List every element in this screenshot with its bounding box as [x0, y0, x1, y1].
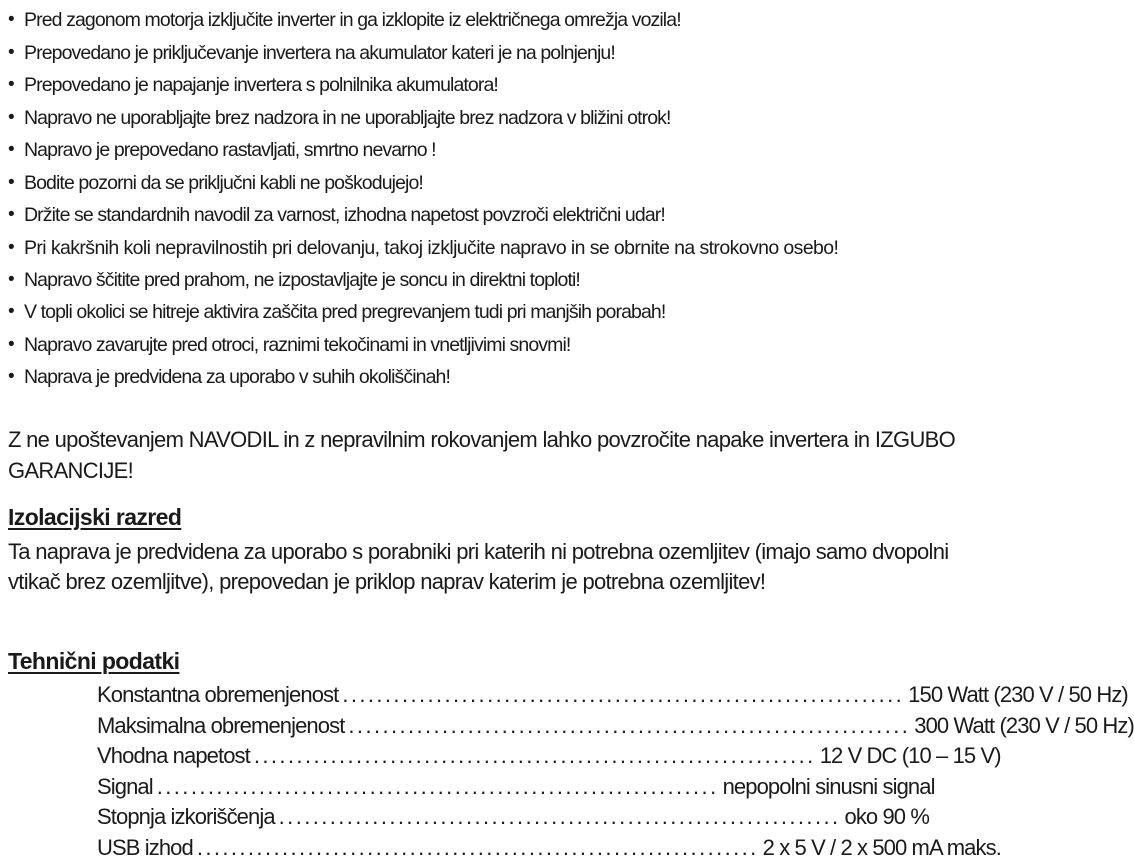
spec-row — [97, 802, 930, 833]
safety-note-text: Bodite pozorni da se priključni kabli ne poškodujejo! — [24, 171, 423, 194]
spec-label: Vhodna napetost — [97, 743, 250, 768]
safety-note — [8, 329, 958, 362]
bullet-icon: • — [8, 204, 14, 225]
safety-note — [8, 296, 958, 329]
leader-dots: .................................................................. — [156, 773, 719, 799]
safety-note — [8, 4, 958, 37]
warning-highlight-warranty: IZGUBO GARANCIJE — [8, 427, 956, 483]
safety-note-text: V topli okolici se hitreje aktivira zaščita pred pregrevanjem tudi pri manjših porabah! — [24, 301, 666, 323]
safety-note — [8, 134, 958, 167]
bullet-icon: • — [8, 301, 14, 322]
safety-note-text: Naprava je predvidena za uporabo v suhih okoliščinah! — [24, 366, 451, 388]
leader-dots: .................................................................. — [196, 834, 759, 860]
safety-note-text: Napravo je prepovedano rastavljati, smrtno nevarno ! — [24, 139, 436, 161]
bullet-icon: • — [8, 139, 14, 160]
safety-note — [8, 232, 958, 264]
safety-note-text: Pri kakršnih koli nepravilnostih pri delovanju, takoj izključite napravo in se obrnite na strokovno osebo! — [24, 236, 839, 259]
spec-value: 300 Watt (230 V / 50 Hz) — [914, 712, 1134, 738]
safety-note — [8, 69, 958, 102]
bullet-icon: • — [8, 268, 14, 290]
technical-data-heading: Tehnični podatki — [8, 648, 180, 674]
safety-note-text: Prepovedano je napajanje invertera s polnilnika akumulatora! — [24, 74, 498, 96]
spec-value: oko 90 % — [844, 804, 930, 829]
safety-note — [8, 167, 958, 200]
warning-highlight-instructions: NAVODIL — [188, 427, 278, 452]
spec-row — [97, 711, 1134, 742]
spec-label: Stopnja izkoriščenja — [97, 804, 275, 829]
leader-dots: .................................................................. — [253, 743, 816, 768]
safety-note — [8, 361, 958, 394]
safety-note-text: Držite se standardnih navodil za varnost, izhodna napetost povzroči električni udar! — [24, 204, 665, 226]
spec-value: 150 Watt (230 V / 50 Hz) — [908, 682, 1128, 707]
safety-note — [8, 264, 958, 297]
warning-text: in z nepravilnim rokovanjem lahko povzročite napake invertera in — [277, 427, 875, 452]
technical-specs-table — [97, 680, 1134, 863]
leader-dots: .................................................................. — [348, 712, 911, 738]
spec-value: 2 x 5 V / 2 x 500 mA maks. — [762, 834, 1001, 860]
safety-note — [8, 199, 958, 232]
bullet-icon: • — [8, 9, 14, 30]
warranty-warning — [8, 424, 956, 486]
warning-text: Z ne upoštevanjem — [8, 427, 189, 452]
spec-label: Konstantna obremenjenost — [97, 682, 339, 707]
bullet-icon: • — [8, 74, 14, 95]
spec-value: 12 V DC (10 – 15 V) — [819, 743, 1001, 768]
isolation-text: Ta naprava je predvidena za uporabo s porabniki pri katerih ni potrebna ozemljitev (imajo samo dvopolni vtikač brez ozemljitve), prepovedan je priklop naprav katerim je potrebna ozemljitev! — [8, 539, 949, 594]
leader-dots: .................................................................. — [278, 804, 841, 829]
leader-dots: .................................................................. — [342, 682, 905, 707]
bullet-icon: • — [8, 236, 15, 258]
warning-text: ! — [127, 458, 134, 483]
bullet-icon: • — [8, 41, 14, 63]
spec-label: USB izhod — [97, 834, 193, 860]
spec-row — [97, 741, 1001, 772]
isolation-heading: Izolacijski razred — [8, 504, 182, 530]
spec-row — [97, 772, 935, 803]
spec-row — [97, 680, 1128, 711]
bullet-icon: • — [8, 333, 14, 355]
spec-row — [97, 833, 1001, 864]
bullet-icon: • — [8, 171, 14, 193]
safety-note — [8, 102, 958, 135]
safety-note-text: Napravo ščitite pred prahom, ne izpostavljajte je soncu in direktni toploti! — [24, 268, 580, 291]
safety-note-text: Napravo ne uporabljajte brez nadzora in ne uporabljajte brez nadzora v bližini otrok! — [24, 106, 671, 129]
spec-label: Signal — [97, 773, 153, 799]
spec-value: nepopolni sinusni signal — [722, 773, 935, 799]
safety-note-text: Pred zagonom motorja izključite inverter in ga izklopite iz električnega omrežja vozila! — [24, 9, 681, 31]
safety-note-text: Napravo zavarujte pred otroci, raznimi tekočinami in vnetljivimi snovmi! — [24, 333, 571, 356]
bullet-icon: • — [8, 366, 14, 387]
safety-note-text: Prepovedano je priključevanje invertera na akumulator kateri je na polnjenju! — [24, 41, 615, 64]
bullet-icon: • — [8, 106, 14, 128]
safety-notes-list — [8, 4, 958, 394]
spec-label: Maksimalna obremenjenost — [97, 712, 345, 738]
safety-note — [8, 37, 958, 70]
